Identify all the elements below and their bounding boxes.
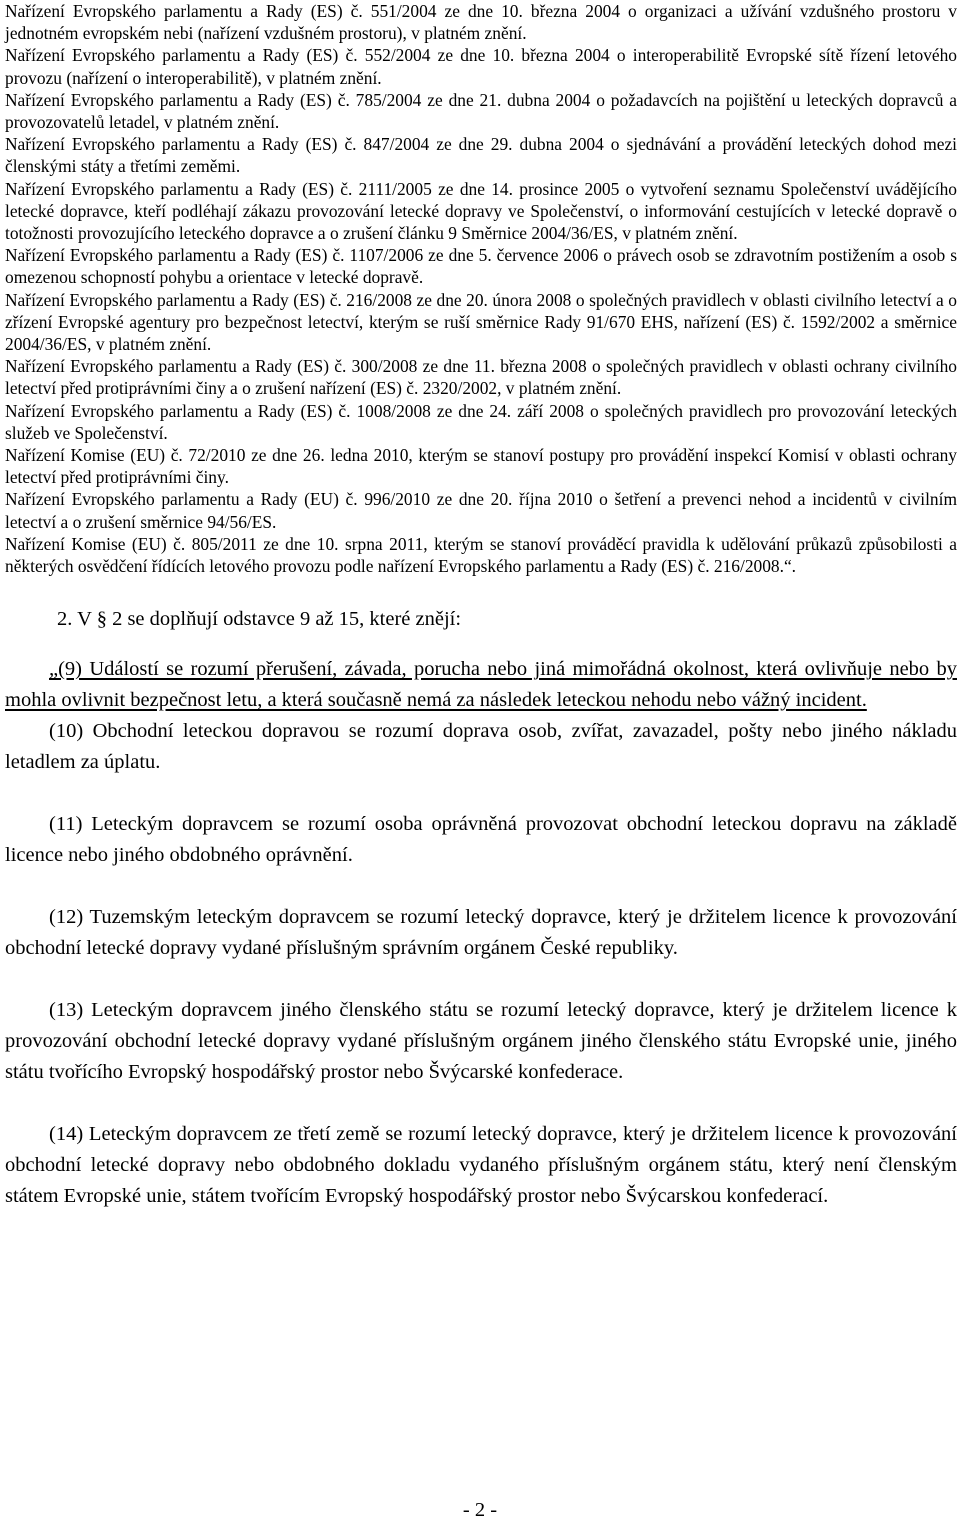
definition-paragraph-10: (10) Obchodní leteckou dopravou se rozumí doprava osob, zvířat, zavazadel, pošty nebo jiného nákladu letadlem za úplatu. (5, 720, 957, 774)
regulation-item: Nařízení Komise (EU) č. 72/2010 ze dne 26. ledna 2010, kterým se stanoví postupy pro provádění inspekcí Komisí v oblasti ochrany letectví před protiprávními činy. (5, 445, 957, 488)
regulation-item: Nařízení Evropského parlamentu a Rady (ES) č. 552/2004 ze dne 10. března 2004 o interoperabilitě Evropské sítě řízení letového provozu (nařízení o interoperabilitě), v platném znění. (5, 45, 957, 88)
regulation-item: Nařízení Evropského parlamentu a Rady (ES) č. 300/2008 ze dne 11. března 2008 o společných pravidlech v oblasti ochrany civilního letectví před protiprávními činy a o zrušení nařízení (ES) č. 2320/2002, v platném znění. (5, 356, 957, 399)
regulation-item: Nařízení Evropského parlamentu a Rady (ES) č. 785/2004 ze dne 21. dubna 2004 o požadavcích na pojištění u leteckých dopravců a provozovatelů letadel, v platném znění. (5, 89, 957, 133)
amendment-heading: 2. V § 2 se doplňují odstavce 9 až 15, které znějí: (57, 608, 462, 631)
definitions-section (5, 654, 957, 1212)
regulation-item: Nařízení Evropského parlamentu a Rady (EU) č. 996/2010 ze dne 20. října 2010 o šetření a prevenci nehod a incidentů v civilním letectví a o zrušení směrnice 94/56/ES. (5, 489, 957, 532)
regulation-item: Nařízení Evropského parlamentu a Rady (ES) č. 1107/2006 ze dne 5. července 2006 o právech osob se zdravotním postižením a osob s omezenou schopností pohybu a orientace v letecké dopravě. (5, 245, 957, 288)
definition-paragraph-13: (13) Leteckým dopravcem jiného členského státu se rozumí letecký dopravce, který je držitelem licence k provozování obchodní letecké dopravy vydané příslušným orgánem jiného členského státu Evropské unie, jiného státu tvořícího Evropský hospodářský prostor nebo Švýcarské konfederace. (5, 999, 957, 1084)
regulation-list (5, 0, 957, 577)
regulation-item: Nařízení Komise (EU) č. 805/2011 ze dne 10. srpna 2011, kterým se stanoví prováděcí pravidla k udělování průkazů způsobilosti a některých osvědčení řídících letového provozu podle nařízení Evropského parlamentu a Rady (ES) č. 216/2008.“. (5, 533, 957, 577)
regulation-item: Nařízení Evropského parlamentu a Rady (ES) č. 847/2004 ze dne 29. dubna 2004 o sjednávání a provádění leteckých dohod mezi členskými státy a třetími zeměmi. (5, 134, 957, 177)
document-page (5, 0, 957, 1212)
regulation-item: Nařízení Evropského parlamentu a Rady (ES) č. 216/2008 ze dne 20. února 2008 o společných pravidlech v oblasti civilního letectví a o zřízení Evropské agentury pro bezpečnost letectví, kterým se ruší směrnice Rady 91/670 EHS, nařízení (ES) č. 1592/2002 a směrnice 2004/36/ES, v platném znění. (5, 289, 957, 355)
definition-paragraph-14: (14) Leteckým dopravcem ze třetí země se rozumí letecký dopravce, který je držitelem licence k provozování obchodní letecké dopravy nebo obdobného dokladu vydaného příslušným orgánem státu, který není členským státem Evropské unie, státem tvořícím Evropský hospodářský prostor nebo Švýcarskou konfederací. (5, 1123, 957, 1208)
regulation-item: Nařízení Evropského parlamentu a Rady (ES) č. 551/2004 ze dne 10. března 2004 o organizaci a užívání vzdušného prostoru v jednotném evropském nebi (nařízení vzdušném prostoru), v platném znění. (5, 1, 957, 44)
definition-paragraph-12: (12) Tuzemským leteckým dopravcem se rozumí letecký dopravce, který je držitelem licence k provozování obchodní letecké dopravy vydané příslušným správním orgánem České republiky. (5, 906, 957, 960)
definition-paragraph-11: (11) Leteckým dopravcem se rozumí osoba oprávněná provozovat obchodní leteckou dopravu na základě licence nebo jiného obdobného oprávnění. (5, 813, 957, 867)
regulation-item: Nařízení Evropského parlamentu a Rady (ES) č. 1008/2008 ze dne 24. září 2008 o společných pravidlech pro provozování leteckých služeb ve Společenství. (5, 400, 957, 443)
definition-paragraph-9: „(9) Událostí se rozumí přerušení, závada, porucha nebo jiná mimořádná okolnost, která ovlivňuje nebo by mohla ovlivnit bezpečnost letu, a která současně nemá za následek leteckou nehodu nebo vážný incident. (5, 658, 957, 712)
page-number: - 2 - (462, 1499, 498, 1521)
regulation-item: Nařízení Evropského parlamentu a Rady (ES) č. 2111/2005 ze dne 14. prosince 2005 o vytvoření seznamu Společenství uvádějícího letecké dopravce, kteří podléhají zákazu provozování letecké dopravy ve Společenství, o informování cestujících v letecké dopravě o totožnosti provozujícího leteckého dopravce a o zrušení článku 9 Směrnice 2004/36/ES, v platném znění. (5, 178, 957, 244)
